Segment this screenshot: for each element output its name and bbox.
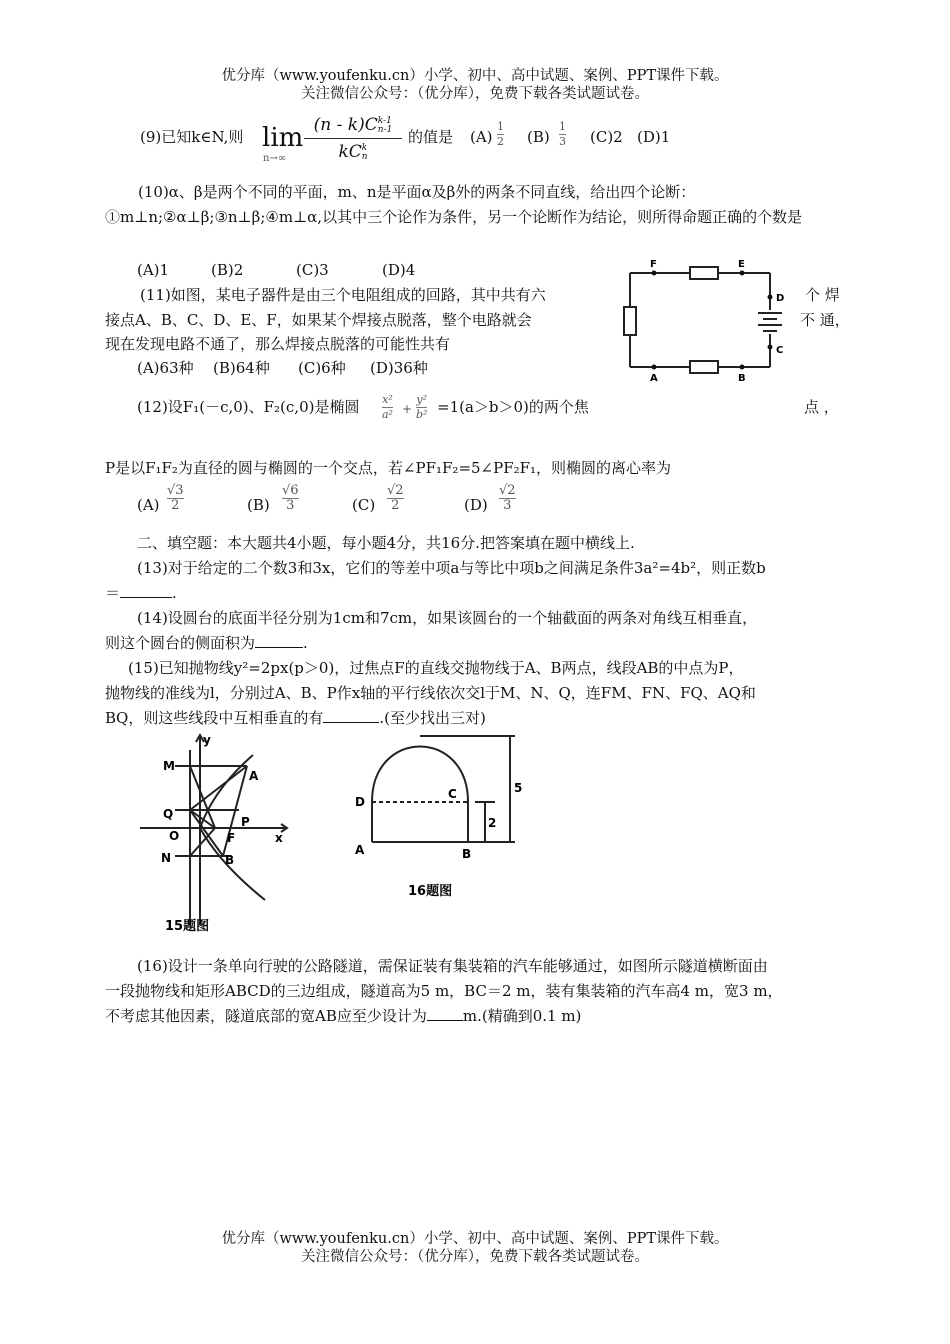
fig15-label-o: O — [169, 829, 180, 843]
circuit-label-f: F — [650, 259, 657, 270]
footer-line-2: 关注微信公众号：（优分库），免费下载各类试题试卷。 — [301, 1249, 649, 1265]
fig15-label-n: N — [161, 851, 172, 865]
fig15-label-p: P — [241, 815, 250, 829]
fig16-label-b: B — [462, 847, 472, 861]
answer-blank-14[interactable] — [255, 633, 303, 648]
fraction-numerator: (n - k)C — [313, 115, 378, 135]
q11-option-b: (B)64种 — [213, 359, 270, 377]
answer-blank-13[interactable] — [120, 583, 172, 598]
fig15-label-x: x — [275, 831, 283, 845]
fig16-label-2: 2 — [488, 816, 497, 830]
figure-15-parabola — [135, 730, 295, 940]
q12-option-b-fraction: √6 3 — [282, 483, 299, 513]
q10-option-d: (D)4 — [382, 261, 416, 279]
question-11-line-2-right: 不 通， — [800, 311, 850, 329]
q12-option-c-fraction: √2 2 — [387, 483, 404, 513]
fig16-label-d: D — [355, 795, 365, 809]
fig16-caption: 16题图 — [408, 884, 453, 899]
circuit-label-c: C — [776, 345, 784, 356]
question-9-prefix: (9)已知k∈N,则 — [140, 128, 244, 146]
q12-option-b-label: (B) — [247, 496, 270, 514]
header-line-1: 优分库（www.youfenku.cn）小学、初中、高中试题、案例、PPT课件下载。 — [221, 68, 729, 84]
q9-option-a-label: (A) — [470, 128, 493, 146]
q10-option-b: (B)2 — [211, 261, 244, 279]
question-10-text: (10)α、β是两个不同的平面，m、n是平面α及β外的两条不同直线，给出四个论断：①m⊥n;②α⊥β;③n⊥β;④m⊥α,以其中三个论作为条件，另一个论断作为结论，则所得命题正确的个数是 — [105, 183, 803, 226]
denominator-subscript: n — [361, 151, 368, 162]
q10-option-c: (C)3 — [296, 261, 329, 279]
fig15-label-f: F — [227, 831, 236, 845]
q12-option-a-fraction: √3 2 — [167, 483, 184, 513]
question-14-line-2: 则这个圆台的侧面积为 . — [105, 634, 308, 652]
question-13-line-2: ＝ . — [105, 584, 177, 602]
fig15-caption: 15题图 — [165, 919, 210, 934]
circuit-label-b: B — [738, 373, 746, 384]
q11-option-c: (C)6种 — [298, 359, 346, 377]
question-16-line-2: 一段抛物线和矩形ABCD的三边组成，隧道高为5 m，BC＝2 m，装有集装箱的汽车高4 m，宽3 m， — [105, 982, 783, 1000]
header-line-2: 关注微信公众号：（优分库），免费下载各类试题试卷。 — [301, 86, 649, 102]
question-11-line-3: 现在发现电路不通了，那么焊接点脱落的可能性共有 — [105, 335, 451, 353]
q12-option-a-label: (A) — [137, 496, 160, 514]
fig15-label-b: B — [225, 853, 235, 867]
ellipse-y-term: y² b² — [416, 393, 428, 421]
question-11-line-1: (11)如图，某电子器件是由三个电阻组成的回路，其中共有六 — [140, 286, 546, 304]
question-12-line-2: P是以F₁F₂为直径的圆与椭圆的一个交点，若∠PF₁F₂=5∠PF₂F₁，则椭圆的离心率为 — [105, 459, 672, 477]
fraction-denominator: kC — [338, 142, 362, 162]
ellipse-plus: + — [402, 402, 413, 416]
footer-line-1: 优分库（www.youfenku.cn）小学、初中、高中试题、案例、PPT课件下载。 — [221, 1231, 729, 1247]
circuit-label-a: A — [650, 373, 658, 384]
q12-option-c-label: (C) — [352, 496, 376, 514]
question-13-line-1: (13)对于给定的二个数3和3x，它们的等差中项a与等比中项b之间满足条件3a²=4b²，则正数b — [137, 559, 766, 577]
question-15-line-3: BQ，则这些线段中互相垂直的有 .(至少找出三对) — [105, 709, 486, 727]
circuit-diagram — [620, 255, 792, 385]
fig15-label-a: A — [249, 769, 259, 783]
section-2-heading: 二、填空题：本大题共4小题，每小题4分，共16分.把答案填在题中横线上. — [137, 534, 635, 552]
fig16-label-a: A — [355, 843, 365, 857]
ellipse-x-term: x² a² — [382, 393, 393, 421]
answer-blank-16[interactable] — [427, 1006, 463, 1021]
question-16-line-1: (16)设计一条单向行驶的公路隧道，需保证装有集装箱的汽车能够通过，如图所示隧道横断面由 — [137, 957, 768, 975]
figure-16-tunnel — [350, 730, 530, 910]
q10-option-a: (A)1 — [137, 261, 170, 279]
q12-option-d-label: (D) — [464, 496, 488, 514]
question-12-suffix: =1(a＞b＞0)的两个焦 — [437, 398, 589, 416]
question-16-line-3: 不考虑其他因素，隧道底部的宽AB应至少设计为 m.(精确到0.1 m) — [105, 1007, 582, 1025]
question-11-line-1-right: 个 焊 — [805, 286, 840, 304]
circuit-label-d: D — [776, 293, 785, 304]
answer-blank-15[interactable] — [323, 708, 379, 723]
question-12-prefix: (12)设F₁(－c,0)、F₂(c,0)是椭圆 — [137, 398, 360, 416]
question-15-line-2: 抛物线的准线为l，分别过A、B、P作x轴的平行线依次交l于M、N、Q，连FM、FN、FQ、AQ和 — [105, 684, 756, 702]
q9-option-c: (C)2 — [590, 128, 623, 146]
question-11-line-2: 接点A、B、C、D、E、F，如果某个焊接点脱落，整个电路就会 — [105, 311, 532, 329]
q9-option-b-label: (B) — [527, 128, 550, 146]
q9-option-d: (D)1 — [637, 128, 671, 146]
fig16-label-5: 5 — [514, 781, 523, 795]
circuit-label-e: E — [738, 259, 745, 270]
q12-option-d-fraction: √2 3 — [499, 483, 516, 513]
question-9-fraction — [304, 114, 402, 163]
question-14-line-1: (14)设圆台的底面半径分别为1cm和7cm，如果该圆台的一个轴截面的两条对角线互相垂直， — [137, 609, 758, 627]
fig16-label-c: C — [448, 787, 457, 801]
numerator-superscript: k-1 — [377, 115, 392, 126]
fig15-label-y: y — [203, 733, 211, 747]
fig15-label-q: Q — [163, 807, 174, 821]
question-12-right: 点 ， — [804, 398, 839, 416]
limit-subscript: n→∞ — [263, 153, 287, 164]
q11-option-a: (A)63种 — [137, 359, 194, 377]
fig15-label-m: M — [163, 759, 175, 773]
q11-option-d: (D)36种 — [370, 359, 428, 377]
denominator-superscript: k — [361, 142, 368, 153]
question-9-suffix: 的值是 — [408, 128, 454, 146]
q9-option-a-fraction: 1 2 — [497, 120, 504, 148]
question-15-line-1: (15)已知抛物线y²=2px(p＞0)，过焦点F的直线交抛物线于A、B两点，线段AB的中点为P， — [128, 659, 744, 677]
q9-option-b-fraction: 1 3 — [559, 120, 566, 148]
limit-symbol: lim — [262, 123, 304, 153]
numerator-subscript: n-1 — [377, 124, 393, 135]
